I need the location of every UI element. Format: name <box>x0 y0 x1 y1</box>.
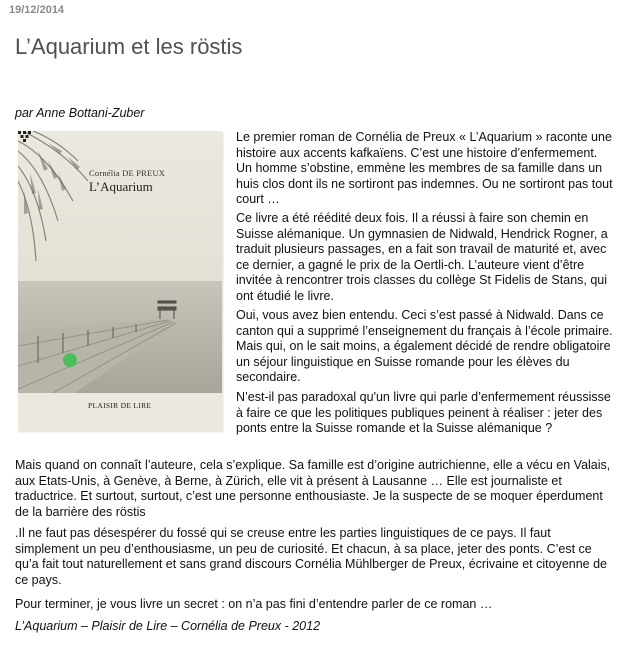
article-paragraph: Pour terminer, je vous livre un secret : on n’a pas fini d’entendre parler de ce roman … <box>15 597 493 611</box>
cover-publisher: PLAISIR DE LIRE <box>88 401 152 410</box>
article-paragraph: Ce livre a été réédité deux fois. Il a réussi à faire son chemin en Suisse alémanique. Un gymnasien de Nidwald, Hendrick Rogner, a traduit plusieurs passages, en a fait son travail de maturité et, avec ce dernier, a gagné le prix de la Oertli-ch. L’auteure vient d’être invitée à rencontrer trois classes du collège St Fidelis de Stans, qui ont étudié le livre. <box>236 211 608 303</box>
article-paragraph: Oui, vous avez bien entendu. Ceci s’est passé à Nidwald. Dans ce canton qui a supprimé l’enseignement du français à l’école primaire. Mais qui, on le sait moins, a également décidé de rendre obligatoire un séjour linguistique en Suisse romande pour les élèves du secondaire. <box>236 308 613 384</box>
article-title: L’Aquarium et les röstis <box>15 34 243 59</box>
article-paragraph: .Il ne faut pas désespérer du fossé qui se creuse entre les parties linguistiques de ce pays. Il faut simplement un peu d’enthousiasme, un peu de curiosité. Et chacun, à sa place, jeter des ponts. C’est ce qu’a fait tout naturellement et sans grand discours Cornélia Mühlberger de Preux, écrivaine et citoyenne de ce pays. <box>15 526 608 587</box>
publisher-logo-icon <box>18 131 32 143</box>
article-author: par Anne Bottani-Zuber <box>15 106 145 120</box>
book-credit: L’Aquarium – Plaisir de Lire – Cornélia de Preux - 2012 <box>15 619 321 633</box>
cover-title: L’Aquarium <box>89 179 153 194</box>
cover-author: Cornélia DE PREUX <box>89 168 166 178</box>
book-cover <box>18 131 222 431</box>
article-paragraph: N’est-il pas paradoxal qu'un livre qui parle d’enfermement réussisse à faire ce que les politiques publiques peinent à réaliser : jeter des ponts entre la Suisse romande et la Suisse alémanique ? <box>236 390 611 435</box>
article-paragraph: Mais quand on connaît l’auteure, cela s’explique. Sa famille est d’origine autrichienne, elle a vécu en Valais, aux Etats-Unis, à Genève, à Berne, à Zürich, elle vit à présent à Lausanne … Elle est journaliste et traductrice. Et surtout, surtout, c’est une personne enthousiaste. Je la suspecte de se moquer éperdument de la barrière des röstis <box>15 458 611 519</box>
article-paragraph: Le premier roman de Cornélia de Preux « L’Aquarium » raconte une histoire aux accents kafkaïens. C’est une histoire d’enfermement. Un homme s’obstine, emmène les membres de sa famille dans un huis clos dont ils ne sortiront pas indemnes. Ou ne sortiront pas tout court … <box>236 130 613 206</box>
article-date: 19/12/2014 <box>9 4 65 16</box>
